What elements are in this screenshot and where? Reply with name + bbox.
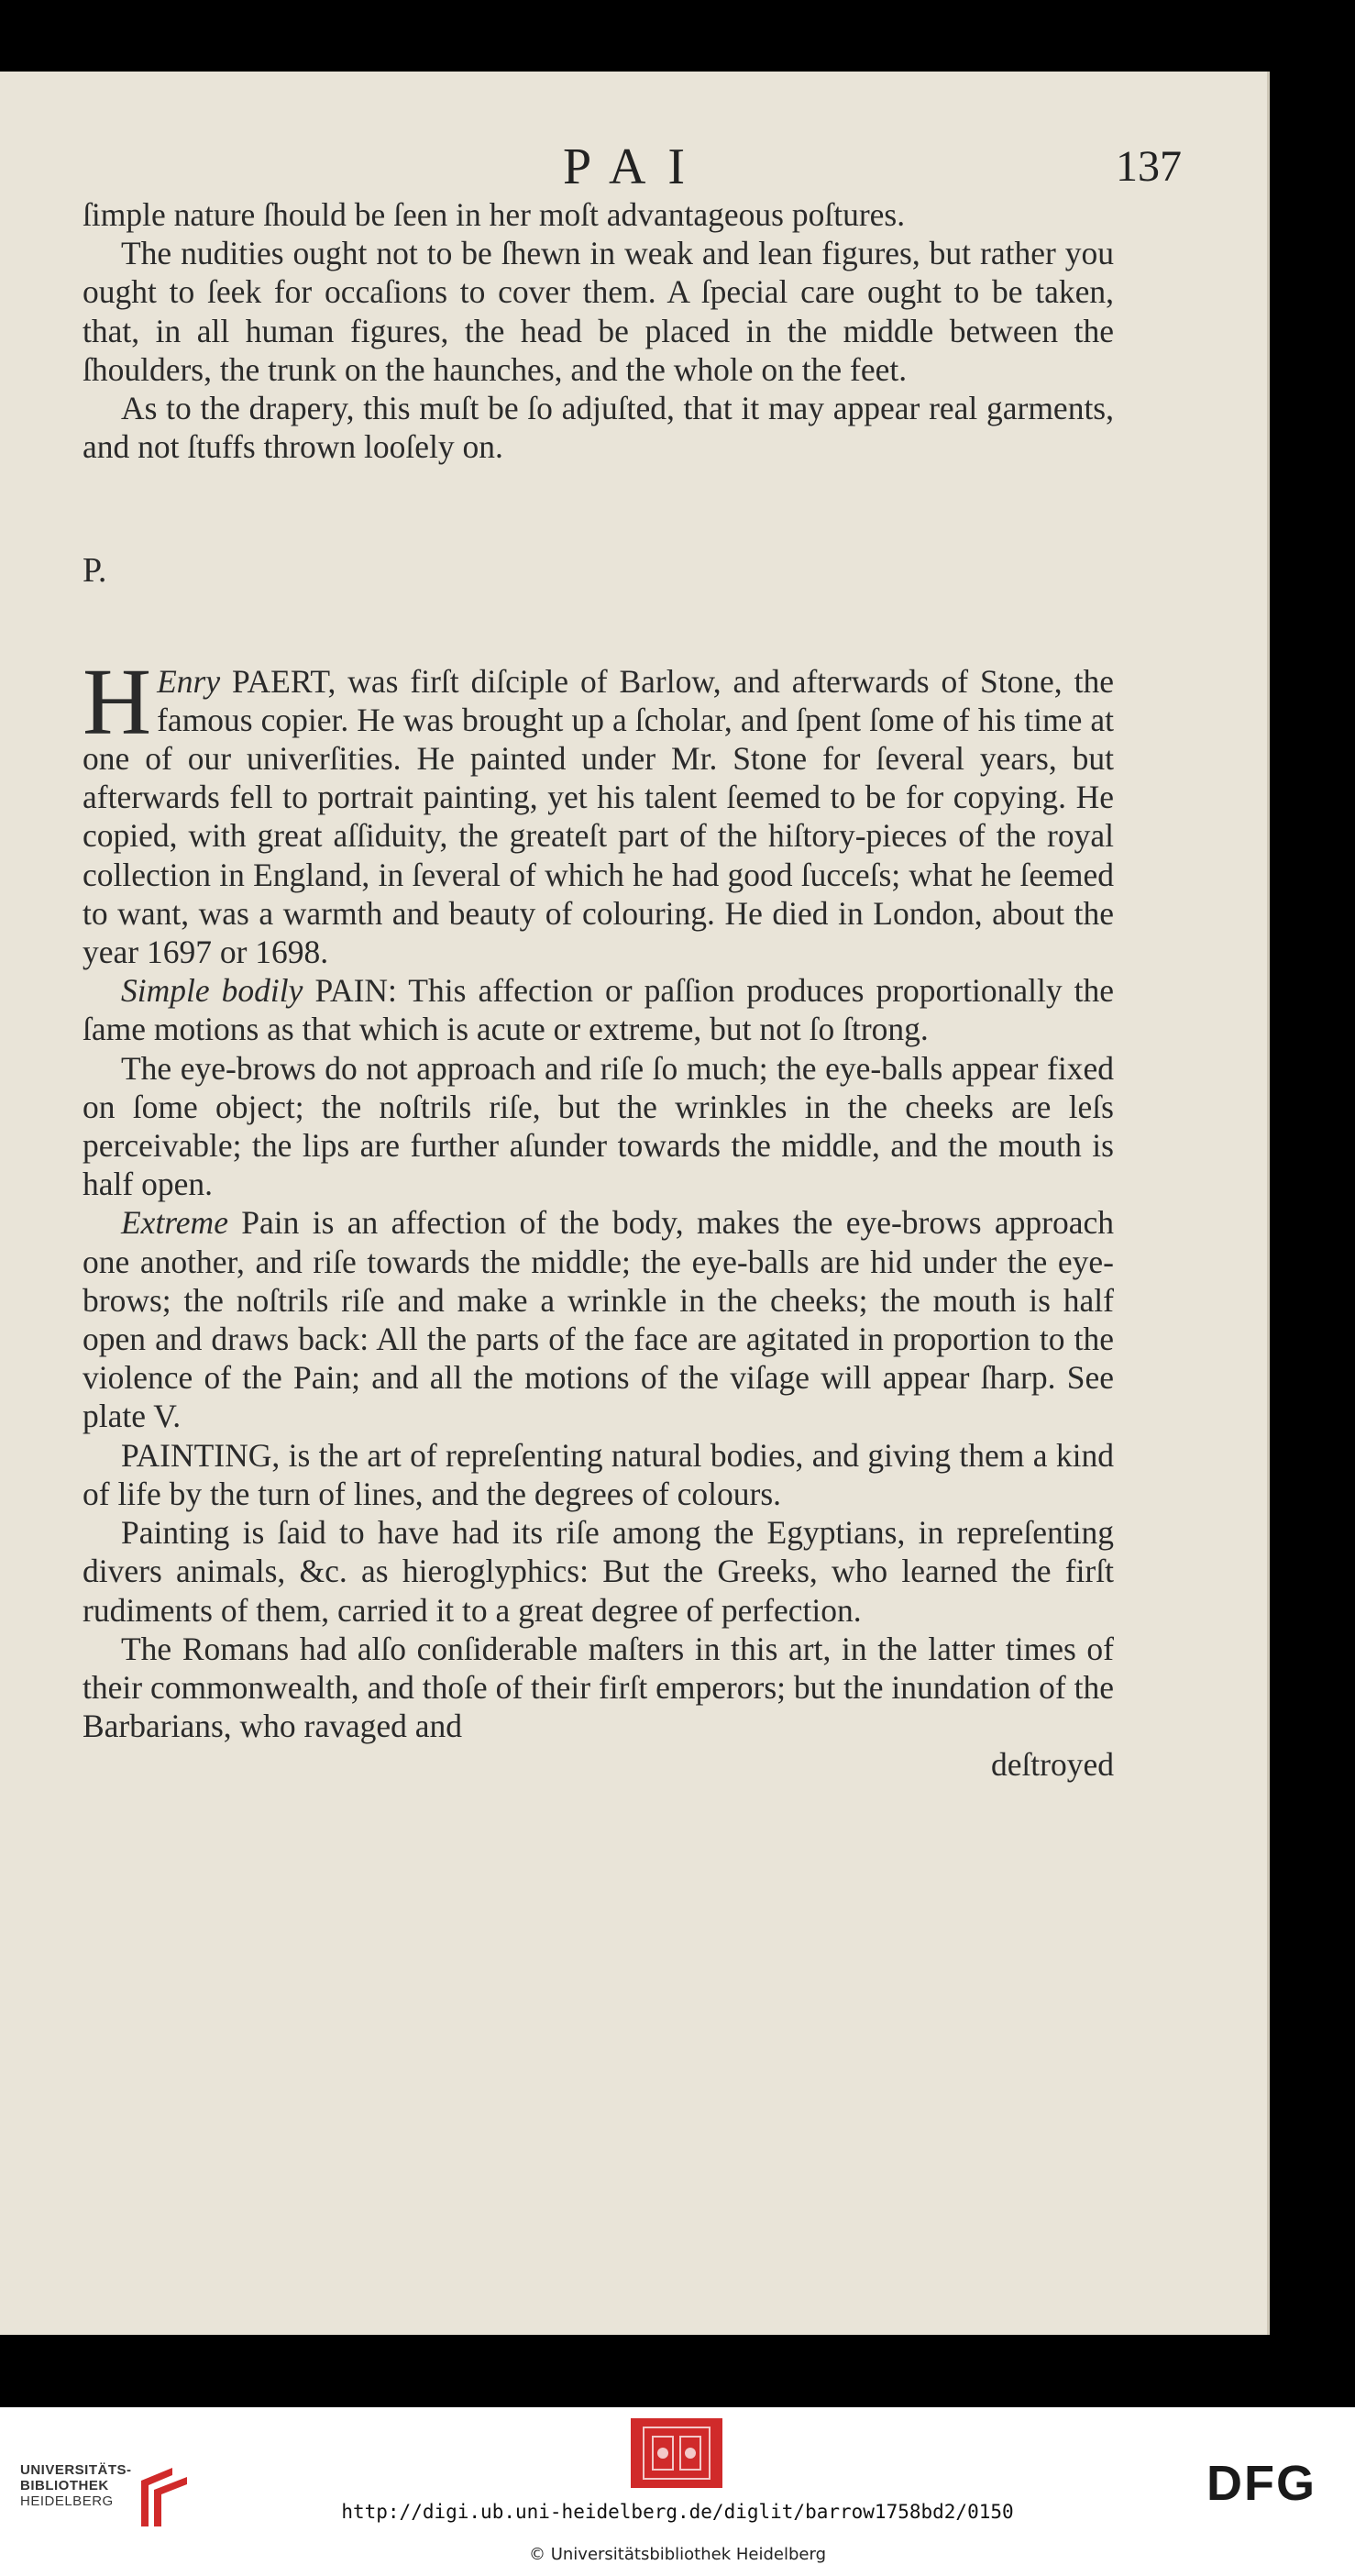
paragraph: Painting is ſaid to have had its riſe among the Egyptians, in repreſenting divers animals, &c. as hieroglyphics: But the Greeks, who learned the firſt rudiments of them, carried it to a great degree of perfection.: [83, 1514, 1114, 1629]
book-page: [0, 72, 1270, 2335]
page-number: 137: [1116, 142, 1182, 191]
copyright-notice: © Universitätsbibliothek Heidelberg: [528, 2545, 826, 2564]
entry-paragraph: [83, 1203, 1114, 1435]
section-heading: P.: [83, 551, 107, 591]
entry-name-italic: Enry: [157, 662, 221, 700]
dfg-logo[interactable]: DFG: [1206, 2456, 1316, 2511]
emblem-pattern-icon: [631, 2418, 722, 2488]
catchword: deſtroyed: [990, 1746, 1114, 1784]
paragraph: PAINTING, is the art of repreſenting natural bodies, and giving them a kind of life by the turn of lines, and the degrees of colours.: [83, 1436, 1114, 1512]
paragraph: The nudities ought not to be ſhewn in weak and lean figures, but rather you ought to ſeek for occaſions to cover them. A ſpecial care ought to be taken, that, in all human figures, the head be placed in the middle between the ſhoulders, the trunk on the haunches, and the whole on the feet.: [83, 235, 1114, 388]
paragraph: As to the drapery, this muſt be ſo adjuſted, that it may appear real garments, and not ſtuffs thrown looſely on.: [83, 390, 1114, 466]
entry-text: PAIN: This affection or paſſion produces proportionally the ſame motions as that which is acute or extreme, but not ſo ſtrong.: [83, 972, 1114, 1048]
epistemic-emblem-icon[interactable]: [631, 2418, 722, 2488]
entry-text: Pain is an affection of the body, makes the eye-brows approach one another, and riſe towards the middle; the eye-balls are hid under the eye-brows; the noſtrils riſe and make a wrinkle in the cheeks; the mouth is half open and draws back: All the parts of the face are agitated in proportion to the violence of the Pain; and all the motions of the viſage will appear ſharp. See plate V.: [83, 1204, 1114, 1435]
viewer-footer: [0, 2407, 1355, 2576]
entry-text: PAERT, was firſt diſciple of Barlow, and afterwards of Stone, the famous copier. He was brought up a ſcholar, and ſpent ſome of his time at one of our univerſities. He painted under Mr. Stone for ſeveral years, but afterwards fell to portrait painting, yet his talent ſeemed to be for copying. He copied, with great aſſiduity, the greateſt part of the hiſtory-pieces of the royal collection in England, in ſeveral of which he had good ſucceſs; what he ſeemed to want, was a warmth and beauty of colouring. He died in London, about the year 1697 or 1698.: [83, 662, 1114, 971]
paragraph: The Romans had alſo conſiderable maſters in this art, in the latter times of their commonwealth, and thoſe of their firſt emperors; but the inundation of the Barbarians, who ravaged and: [83, 1630, 1114, 1745]
page-text: [83, 195, 1114, 1785]
logo-line: BIBLIOTHEK: [20, 2478, 109, 2493]
drop-cap: H: [83, 648, 152, 755]
paragraph: ſimple nature ſhould be ſeen in her moſt advantageous poſtures.: [83, 196, 906, 233]
paragraph: The eye-brows do not approach and riſe ſo much; the eye-balls appear fixed on ſome object; the noſtrils riſe, but the wrinkles in the cheeks are leſs perceivable; the lips are further aſunder towards the middle, and the mouth is half open.: [83, 1049, 1114, 1203]
logo-line: HEIDELBERG: [20, 2493, 114, 2509]
logo-line: UNIVERSITÄTS-: [20, 2462, 132, 2478]
entry-term-italic: Extreme: [121, 1204, 228, 1242]
entry-paragraph: [83, 648, 1114, 972]
entry-paragraph: [83, 971, 1114, 1048]
entry-term-italic: Simple bodily: [121, 972, 303, 1010]
page-header: [0, 138, 1270, 193]
permalink-url[interactable]: http://digi.ub.uni-heidelberg.de/diglit/barrow1758bd2/0150: [341, 2501, 1014, 2523]
running-head: PAI: [562, 138, 708, 195]
